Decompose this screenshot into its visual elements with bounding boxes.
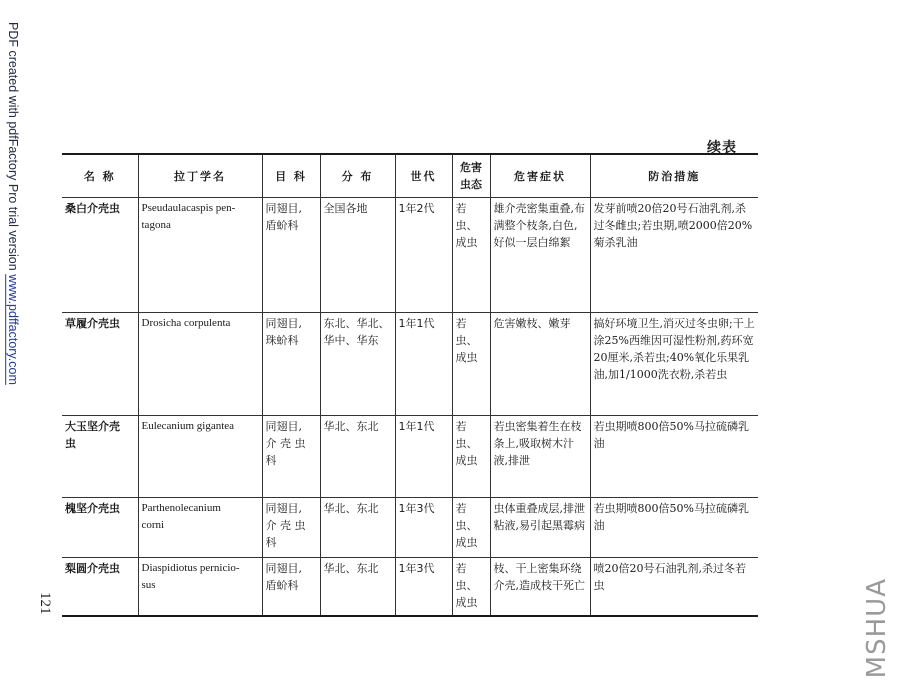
pest-name: 桑白介壳虫 xyxy=(62,198,138,313)
damaging-stage: 若虫、 成虫 xyxy=(452,558,490,616)
latin-name: Eulecanium gigantea xyxy=(138,416,262,498)
control-measures: 喷20倍20号石油乳剂,杀过冬若虫 xyxy=(590,558,758,616)
distribution: 全国各地 xyxy=(320,198,395,313)
damaging-stage: 若虫、 成虫 xyxy=(452,313,490,416)
pdffactory-link[interactable]: www.pdffactory.com xyxy=(6,274,20,385)
damage-symptoms: 若虫密集着生在枝条上,吸取树木汁液,排泄 xyxy=(490,416,590,498)
page-number: 121 xyxy=(37,592,53,615)
damaging-stage: 若虫、 成虫 xyxy=(452,198,490,313)
pest-name: 草履介壳虫 xyxy=(62,313,138,416)
pdf-creator-text: PDF created with pdfFactory Pro trial version xyxy=(6,22,20,275)
order-family: 同翅目, 介 壳 虫 科 xyxy=(262,416,320,498)
pest-name: 大玉坚介壳 虫 xyxy=(62,416,138,498)
damage-symptoms: 枝、干上密集环绕介壳,造成枝干死亡 xyxy=(490,558,590,616)
distribution: 华北、东北 xyxy=(320,498,395,558)
control-measures: 发芽前喷20倍20号石油乳剂,杀过冬雌虫;若虫期,喷2000倍20%菊杀乳油 xyxy=(590,198,758,313)
generations: 1年3代 xyxy=(395,558,452,616)
scale-insect-table xyxy=(62,153,758,617)
latin-name: Pseudaulacaspis pen- tagona xyxy=(138,198,262,313)
header-order-family: 目 科 xyxy=(262,154,320,198)
table-row xyxy=(62,313,758,416)
damage-symptoms: 危害嫩枝、嫩芽 xyxy=(490,313,590,416)
header-symptoms: 危害症状 xyxy=(490,154,590,198)
table-row xyxy=(62,558,758,616)
control-measures: 若虫期喷800倍50%马拉硫磷乳油 xyxy=(590,498,758,558)
generations: 1年3代 xyxy=(395,498,452,558)
table-row xyxy=(62,498,758,558)
pest-name: 槐坚介壳虫 xyxy=(62,498,138,558)
header-control-measures: 防治措施 xyxy=(590,154,758,198)
damage-symptoms: 虫体重叠成层,排泄粘液,易引起黑霉病 xyxy=(490,498,590,558)
header-latin-name: 拉丁学名 xyxy=(138,154,262,198)
order-family: 同翅目, 介 壳 虫 科 xyxy=(262,498,320,558)
header-name: 名 称 xyxy=(62,154,138,198)
pdf-creator-note xyxy=(6,22,20,385)
watermark-text: MSHUA xyxy=(862,578,892,679)
pest-name: 梨圆介壳虫 xyxy=(62,558,138,616)
order-family: 同翅目, 盾蚧科 xyxy=(262,558,320,616)
control-measures: 若虫期喷800倍50%马拉硫磷乳油 xyxy=(590,416,758,498)
latin-name: Diaspidiotus pernicio- sus xyxy=(138,558,262,616)
generations: 1年1代 xyxy=(395,313,452,416)
order-family: 同翅目, 珠蚧科 xyxy=(262,313,320,416)
order-family: 同翅目, 盾蚧科 xyxy=(262,198,320,313)
latin-name: Drosicha corpulenta xyxy=(138,313,262,416)
damage-symptoms: 雄介壳密集重叠,布满整个枝条,白色,好似一层白绵絮 xyxy=(490,198,590,313)
damaging-stage: 若虫、 成虫 xyxy=(452,498,490,558)
header-distribution: 分 布 xyxy=(320,154,395,198)
table-row xyxy=(62,198,758,313)
generations: 1年2代 xyxy=(395,198,452,313)
latin-name: Parthenolecanium corni xyxy=(138,498,262,558)
distribution: 东北、华北、 华中、华东 xyxy=(320,313,395,416)
damaging-stage: 若虫、 成虫 xyxy=(452,416,490,498)
header-generations: 世代 xyxy=(395,154,452,198)
control-measures: 搞好环境卫生,消灭过冬虫卵;干上涂25%西维因可湿性粉剂,药环宽20厘米,杀若虫;40%氧化乐果乳油,加1/1000洗衣粉,杀若虫 xyxy=(590,313,758,416)
table-row xyxy=(62,416,758,498)
generations: 1年1代 xyxy=(395,416,452,498)
continued-table-label: 续表 xyxy=(707,140,737,156)
table-header-row xyxy=(62,154,758,198)
distribution: 华北、东北 xyxy=(320,558,395,616)
distribution: 华北、东北 xyxy=(320,416,395,498)
header-damaging-stage: 危害 虫态 xyxy=(452,154,490,198)
